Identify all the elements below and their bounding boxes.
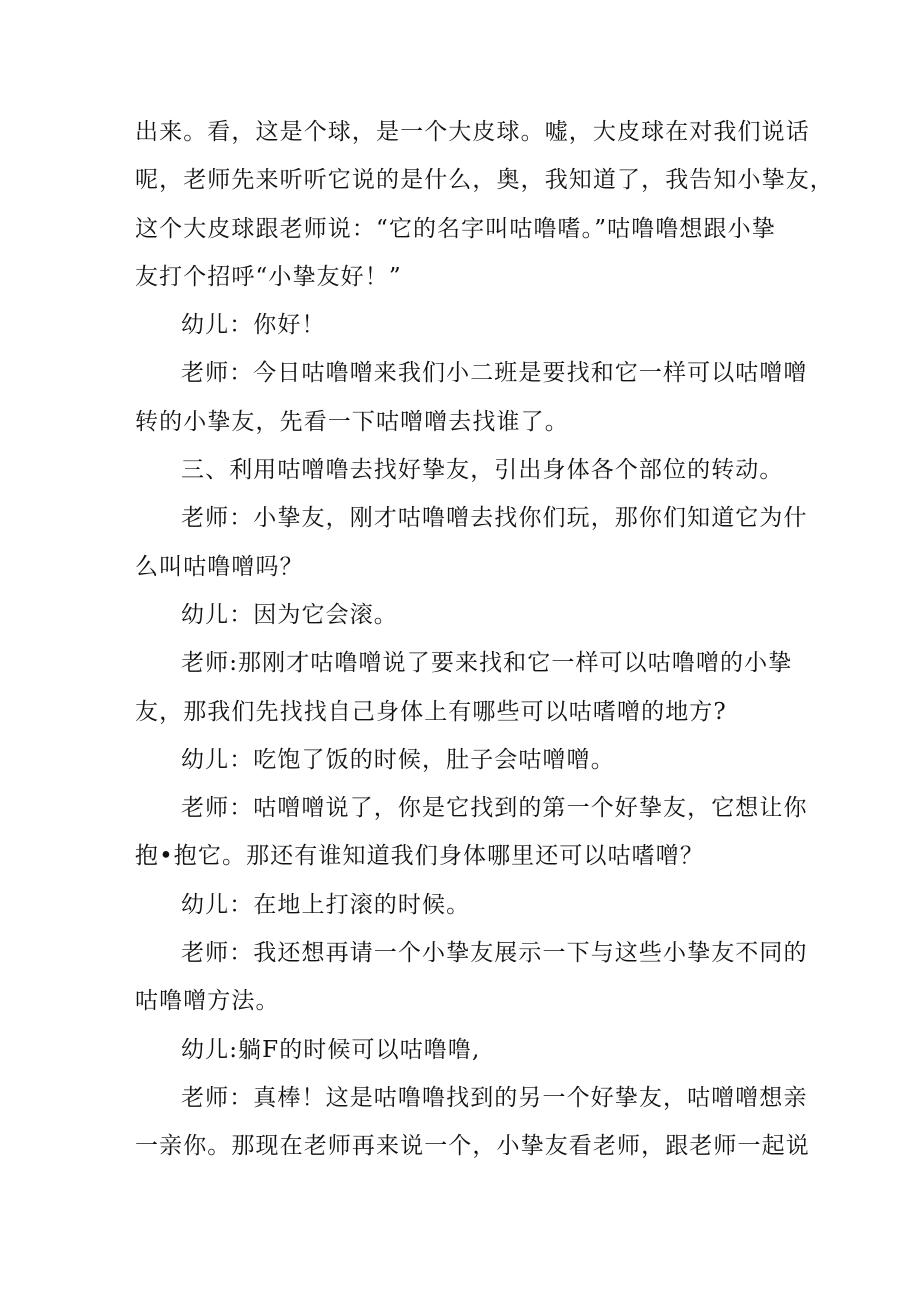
text-line: 幼儿:躺F的时候可以咕噜噜, bbox=[181, 1036, 481, 1063]
text-line: 呢，老师先来听听它说的是什么，奥，我知道了，我告知小挚友， bbox=[135, 167, 834, 194]
text-line: 这个大皮球跟老师说：“它的名字叫咕噜嗜。”咕噜噜想跟小挚 bbox=[135, 215, 776, 242]
text-line: 出来。看，这是个球，是一个大皮球。嘘，大皮球在对我们说话 bbox=[135, 119, 810, 145]
text-line: 老师:那刚才咕噜噌说了要来找和它一样可以咕噜噌的小挚 bbox=[181, 650, 793, 677]
text-line: 抱•抱它。那还有谁知道我们身体哪里还可以咕嗜噌？ bbox=[135, 843, 704, 870]
text-line: 幼儿：因为它会滚。 bbox=[181, 601, 398, 628]
text-line: 转的小挚友，先看一下咕噌噌去找谁了。 bbox=[135, 408, 569, 435]
text-line: 友，那我们先找找自己身体上有哪些可以咕嗜噌的地方? bbox=[135, 698, 727, 725]
text-line: 老师：咕噌噌说了，你是它找到的第一个好挚友，它想让你 bbox=[181, 795, 808, 822]
text-line: 幼儿：吃饱了饭的时候，肚子会咕噌噌。 bbox=[181, 746, 615, 773]
text-line: 老师：真棒！这是咕噜噜找到的另一个好挚友，咕噌噌想亲 bbox=[181, 1084, 808, 1111]
text-line: 幼儿：在地上打滚的时候。 bbox=[181, 891, 471, 918]
text-line: 幼儿：你好！ bbox=[181, 312, 326, 339]
section-heading: 三、利用咕噌噜去找好挚友，引出身体各个部位的转动。 bbox=[181, 457, 784, 484]
text-line: 一亲你。那现在老师再来说一个，小挚友看老师，跟老师一起说 bbox=[135, 1133, 810, 1160]
text-line: 老师：我还想再请一个小挚友展示一下与这些小挚友不同的 bbox=[181, 940, 808, 967]
text-line: 么叫咕噜噌吗？ bbox=[135, 553, 304, 580]
text-line: 老师：今日咕噜噌来我们小二班是要找和它一样可以咕噌噌 bbox=[181, 360, 808, 387]
text-line: 咕噜噌方法。 bbox=[135, 988, 280, 1015]
text-line: 老师：小挚友，刚才咕噜噌去找你们玩，那你们知道它为什 bbox=[181, 505, 808, 532]
body-text bbox=[135, 108, 834, 1171]
text-line: 友打个招呼“小挚友好！” bbox=[135, 263, 402, 290]
